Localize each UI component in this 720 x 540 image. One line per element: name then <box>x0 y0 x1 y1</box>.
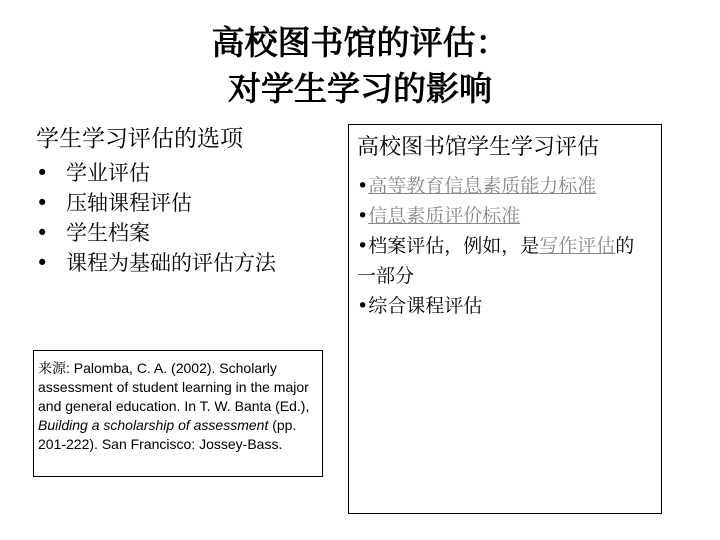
library-assessment-list <box>357 171 653 321</box>
list-item <box>36 188 276 218</box>
assessment-options-list <box>36 158 276 278</box>
list-item-text: 档案评估，例如，是 <box>368 235 540 257</box>
list-item-text: 课程为基础的评估方法 <box>66 251 276 275</box>
bullet-icon: • <box>357 175 369 197</box>
bullet-icon: • <box>357 205 369 227</box>
list-item <box>357 201 653 231</box>
list-item <box>36 158 276 188</box>
bullet-icon: • <box>357 295 369 317</box>
list-item-text: 学生档案 <box>66 221 150 245</box>
bullet-icon: • <box>36 251 49 275</box>
list-item <box>36 218 276 248</box>
link-higher-ed-info-literacy-standards[interactable]: 高等教育信息素质能力标准 <box>368 175 597 197</box>
list-item <box>357 231 653 291</box>
list-item-text: 的一部分 <box>357 235 635 287</box>
right-heading: 高校图书馆学生学习评估 <box>357 135 600 160</box>
list-item-text: 学业评估 <box>66 161 150 185</box>
citation-text-suffix: (pp. 201-222). San Francisco: Jossey-Bass. <box>38 417 297 452</box>
list-item <box>357 291 653 321</box>
list-item-text: 综合课程评估 <box>368 295 483 317</box>
left-heading: 学生学习评估的选项 <box>36 126 243 152</box>
link-writing-assessment[interactable]: 写作评估 <box>539 235 616 257</box>
source-citation-box <box>33 350 323 477</box>
list-item <box>36 248 276 278</box>
slide-title <box>0 20 720 112</box>
citation-text-prefix: 来源: Palomba, C. A. (2002). Scholarly assessment of student learning in the major and general education. In T. W. Banta (Ed.), <box>38 360 310 414</box>
title-line-1: 高校图书馆的评估： <box>211 23 509 62</box>
title-line-2: 对学生学习的影响 <box>228 69 492 108</box>
library-assessment-box <box>348 124 662 514</box>
citation-book-title: Building a scholarship of assessment <box>38 417 269 433</box>
bullet-icon: • <box>36 221 49 245</box>
list-item <box>357 171 653 201</box>
bullet-icon: • <box>36 161 49 185</box>
link-info-literacy-assessment-standards[interactable]: 信息素质评价标准 <box>368 205 521 227</box>
bullet-icon: • <box>357 235 369 257</box>
list-item-text: 压轴课程评估 <box>66 191 192 215</box>
bullet-icon: • <box>36 191 49 215</box>
